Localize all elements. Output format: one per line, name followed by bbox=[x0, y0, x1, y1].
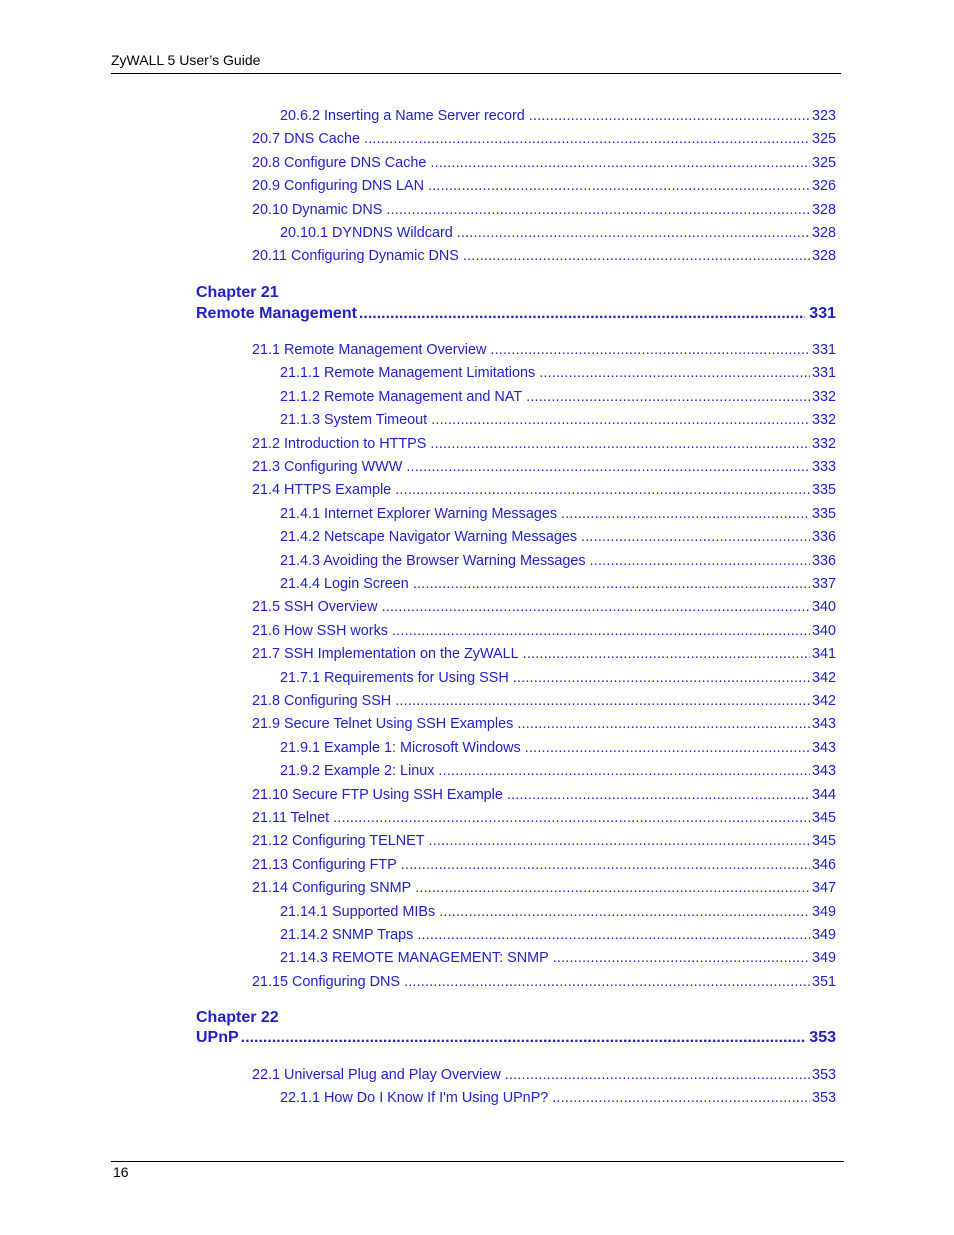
toc-entry[interactable] bbox=[280, 107, 836, 125]
toc-entry-page: 335 bbox=[811, 482, 836, 499]
dot-leader bbox=[401, 856, 810, 874]
toc-entry-page: 343 bbox=[811, 763, 836, 780]
toc-entry-page: 332 bbox=[811, 388, 836, 405]
dot-leader bbox=[406, 458, 810, 476]
toc-entry-page: 346 bbox=[811, 856, 836, 873]
running-header: ZyWALL 5 User’s Guide bbox=[111, 52, 261, 68]
toc-entry-page: 349 bbox=[811, 950, 836, 967]
chapter-22-label[interactable]: Chapter 22 bbox=[196, 1009, 279, 1026]
footer-rule bbox=[111, 1161, 844, 1162]
toc-entry-title: 21.1.1 Remote Management Limitations bbox=[280, 365, 536, 382]
dot-leader bbox=[457, 224, 810, 242]
toc-entry[interactable] bbox=[252, 130, 836, 148]
toc-entry[interactable] bbox=[252, 622, 836, 640]
dot-leader bbox=[430, 435, 810, 453]
dot-leader bbox=[428, 177, 810, 195]
dot-leader bbox=[581, 528, 810, 546]
dot-leader bbox=[333, 809, 810, 827]
toc-entry-page: 335 bbox=[811, 505, 836, 522]
toc-entry-page: 345 bbox=[811, 833, 836, 850]
dot-leader bbox=[392, 622, 810, 640]
toc-entry-page: 345 bbox=[811, 810, 836, 826]
toc-entry-title: 21.14.1 Supported MIBs bbox=[280, 903, 436, 920]
chapter-21-title: Remote Management bbox=[196, 305, 357, 322]
toc-entry-page: 332 bbox=[811, 412, 836, 429]
toc-entry[interactable] bbox=[252, 786, 836, 804]
toc-entry[interactable] bbox=[280, 575, 836, 593]
toc-entry-page: 336 bbox=[811, 552, 836, 569]
toc-entry-page: 351 bbox=[811, 973, 836, 990]
toc-entry[interactable] bbox=[280, 949, 836, 967]
toc-entry[interactable] bbox=[280, 1089, 836, 1107]
dot-leader bbox=[539, 364, 810, 382]
toc-entry-title: 22.1.1 How Do I Know If I'm Using UPnP? bbox=[280, 1090, 549, 1107]
dot-leader bbox=[415, 879, 810, 897]
toc-entry-page: 323 bbox=[811, 108, 836, 124]
toc-entry-page: 328 bbox=[811, 248, 836, 265]
toc-entry[interactable] bbox=[280, 411, 836, 429]
toc-entry-page: 326 bbox=[811, 178, 836, 195]
dot-leader bbox=[463, 247, 810, 265]
dot-leader bbox=[364, 130, 810, 148]
toc-entry-page: 331 bbox=[811, 342, 836, 358]
toc-entry-title: 21.4.1 Internet Explorer Warning Messages bbox=[280, 505, 558, 522]
chapter-22-title: UPnP bbox=[196, 1029, 239, 1046]
toc-entry[interactable] bbox=[280, 388, 836, 406]
dot-leader bbox=[513, 669, 810, 687]
dot-leader bbox=[430, 154, 810, 172]
toc-entry-title: 21.14.2 SNMP Traps bbox=[280, 927, 414, 943]
toc-entry-page: 344 bbox=[811, 786, 836, 803]
toc-entry[interactable] bbox=[252, 809, 836, 827]
toc-entry-page: 328 bbox=[811, 225, 836, 241]
toc-entry-page: 349 bbox=[811, 927, 836, 943]
toc-entry[interactable] bbox=[252, 1066, 836, 1084]
toc-entry[interactable] bbox=[252, 645, 836, 663]
toc-entry[interactable] bbox=[252, 598, 836, 616]
toc-entry-title: 21.1 Remote Management Overview bbox=[252, 342, 487, 358]
toc-entry-title: 20.8 Configure DNS Cache bbox=[252, 154, 427, 171]
dot-leader bbox=[529, 107, 810, 125]
toc-entry-title: 21.4.2 Netscape Navigator Warning Messages bbox=[280, 529, 578, 546]
page-number: 16 bbox=[113, 1164, 129, 1180]
toc-entry[interactable] bbox=[252, 481, 836, 499]
dot-leader bbox=[523, 645, 810, 663]
toc-entry-page: 325 bbox=[811, 131, 836, 148]
toc-entry-title: 21.1.2 Remote Management and NAT bbox=[280, 388, 523, 405]
toc-entry-title: 21.7.1 Requirements for Using SSH bbox=[280, 669, 509, 686]
toc-entry[interactable] bbox=[252, 435, 836, 453]
toc-entry-page: 342 bbox=[811, 669, 836, 686]
dot-leader bbox=[590, 552, 810, 570]
toc-entry-title: 21.7 SSH Implementation on the ZyWALL bbox=[252, 646, 519, 663]
toc-entry-title: 20.10 Dynamic DNS bbox=[252, 201, 383, 218]
dot-leader bbox=[552, 1089, 810, 1107]
toc-entry-page: 336 bbox=[811, 529, 836, 546]
toc-entry-page: 337 bbox=[811, 576, 836, 592]
toc-entry-title: 21.15 Configuring DNS bbox=[252, 973, 400, 990]
dot-leader bbox=[490, 341, 810, 359]
dot-leader bbox=[404, 973, 810, 991]
toc-entry[interactable] bbox=[280, 224, 836, 242]
chapter-21-label[interactable]: Chapter 21 bbox=[196, 284, 279, 301]
toc-entry[interactable] bbox=[252, 879, 836, 897]
toc-entry-title: 21.8 Configuring SSH bbox=[252, 693, 392, 709]
toc-entry-title: 20.6.2 Inserting a Name Server record bbox=[280, 108, 525, 124]
toc-entry[interactable] bbox=[252, 692, 836, 710]
toc-entry[interactable] bbox=[252, 458, 836, 476]
toc-entry-page: 342 bbox=[811, 693, 836, 709]
dot-leader bbox=[505, 1066, 810, 1084]
toc-entry-title: 21.14 Configuring SNMP bbox=[252, 880, 412, 897]
toc-entry-page: 343 bbox=[811, 716, 836, 733]
dot-leader bbox=[438, 762, 810, 780]
dot-leader bbox=[526, 388, 810, 406]
dot-leader bbox=[395, 692, 810, 710]
toc-entry[interactable] bbox=[252, 832, 836, 850]
dot-leader bbox=[439, 903, 810, 921]
dot-leader bbox=[553, 949, 810, 967]
toc-entry-page: 340 bbox=[811, 599, 836, 616]
toc-entry-title: 22.1 Universal Plug and Play Overview bbox=[252, 1067, 501, 1083]
toc-entry-page: 333 bbox=[811, 459, 836, 475]
dot-leader bbox=[241, 1028, 806, 1048]
dot-leader bbox=[395, 481, 810, 499]
toc-entry[interactable] bbox=[280, 669, 836, 687]
toc-entry[interactable] bbox=[280, 505, 836, 523]
dot-leader bbox=[525, 739, 810, 757]
toc-entry-page: 332 bbox=[811, 435, 836, 452]
dot-leader bbox=[431, 411, 810, 429]
dot-leader bbox=[507, 786, 810, 804]
toc-entry-title: 21.4 HTTPS Example bbox=[252, 482, 392, 499]
toc-entry[interactable] bbox=[252, 201, 836, 219]
toc-entry-page: 325 bbox=[811, 154, 836, 171]
toc-entry-title: 21.6 How SSH works bbox=[252, 622, 388, 639]
toc-entry-page: 340 bbox=[811, 622, 836, 639]
toc-entry-title: 21.9.2 Example 2: Linux bbox=[280, 763, 435, 780]
toc-entry-title: 21.2 Introduction to HTTPS bbox=[252, 435, 427, 452]
toc-entry[interactable] bbox=[252, 247, 836, 265]
toc-entry[interactable] bbox=[280, 762, 836, 780]
dot-leader bbox=[429, 832, 810, 850]
dot-leader bbox=[413, 575, 810, 593]
dot-leader bbox=[517, 715, 810, 733]
toc-entry-title: 20.9 Configuring DNS LAN bbox=[252, 178, 424, 195]
dot-leader bbox=[417, 926, 810, 944]
toc-entry[interactable] bbox=[252, 177, 836, 195]
toc-entry-page: 328 bbox=[811, 201, 836, 218]
dot-leader bbox=[382, 598, 810, 616]
toc-entry[interactable] bbox=[280, 903, 836, 921]
chapter-21-page: 331 bbox=[809, 305, 836, 322]
dot-leader bbox=[359, 304, 805, 324]
toc-entry-page: 353 bbox=[811, 1067, 836, 1083]
chapter-21-entry[interactable] bbox=[196, 304, 836, 324]
toc-entry-page: 353 bbox=[811, 1090, 836, 1107]
chapter-22-entry[interactable] bbox=[196, 1028, 836, 1048]
toc-entry-title: 21.9.1 Example 1: Microsoft Windows bbox=[280, 739, 521, 756]
toc-entry-page: 341 bbox=[811, 646, 836, 663]
toc-entry-title: 21.12 Configuring TELNET bbox=[252, 833, 425, 850]
toc-entry[interactable] bbox=[280, 739, 836, 757]
toc-entry-page: 347 bbox=[811, 880, 836, 897]
toc-entry[interactable] bbox=[280, 528, 836, 546]
toc-entry-title: 21.9 Secure Telnet Using SSH Examples bbox=[252, 716, 514, 733]
toc-entry-title: 21.10 Secure FTP Using SSH Example bbox=[252, 786, 503, 803]
dot-leader bbox=[561, 505, 810, 523]
toc-entry-page: 331 bbox=[811, 365, 836, 382]
toc-entry[interactable] bbox=[252, 154, 836, 172]
toc-entry[interactable] bbox=[280, 926, 836, 944]
toc-entry[interactable] bbox=[252, 973, 836, 991]
toc-entry-title: 21.4.3 Avoiding the Browser Warning Messages bbox=[280, 552, 586, 569]
chapter-22-page: 353 bbox=[809, 1029, 836, 1046]
toc-entry-page: 343 bbox=[811, 739, 836, 756]
toc-entry[interactable] bbox=[252, 341, 836, 359]
toc-entry[interactable] bbox=[280, 364, 836, 382]
toc-entry-title: 21.5 SSH Overview bbox=[252, 599, 378, 616]
toc-entry-page: 349 bbox=[811, 903, 836, 920]
toc-entry-title: 21.4.4 Login Screen bbox=[280, 576, 409, 592]
dot-leader bbox=[386, 201, 810, 219]
toc-entry[interactable] bbox=[280, 552, 836, 570]
toc-entry-title: 21.14.3 REMOTE MANAGEMENT: SNMP bbox=[280, 950, 549, 967]
toc-entry-title: 20.7 DNS Cache bbox=[252, 131, 360, 148]
toc-entry-title: 21.1.3 System Timeout bbox=[280, 412, 428, 429]
toc-entry-title: 21.11 Telnet bbox=[252, 810, 330, 826]
toc-entry-title: 21.13 Configuring FTP bbox=[252, 856, 397, 873]
toc-entry-title: 21.3 Configuring WWW bbox=[252, 459, 403, 475]
toc-entry-title: 20.10.1 DYNDNS Wildcard bbox=[280, 225, 453, 241]
toc-entry[interactable] bbox=[252, 856, 836, 874]
toc-entry-title: 20.11 Configuring Dynamic DNS bbox=[252, 248, 459, 265]
toc-entry[interactable] bbox=[252, 715, 836, 733]
